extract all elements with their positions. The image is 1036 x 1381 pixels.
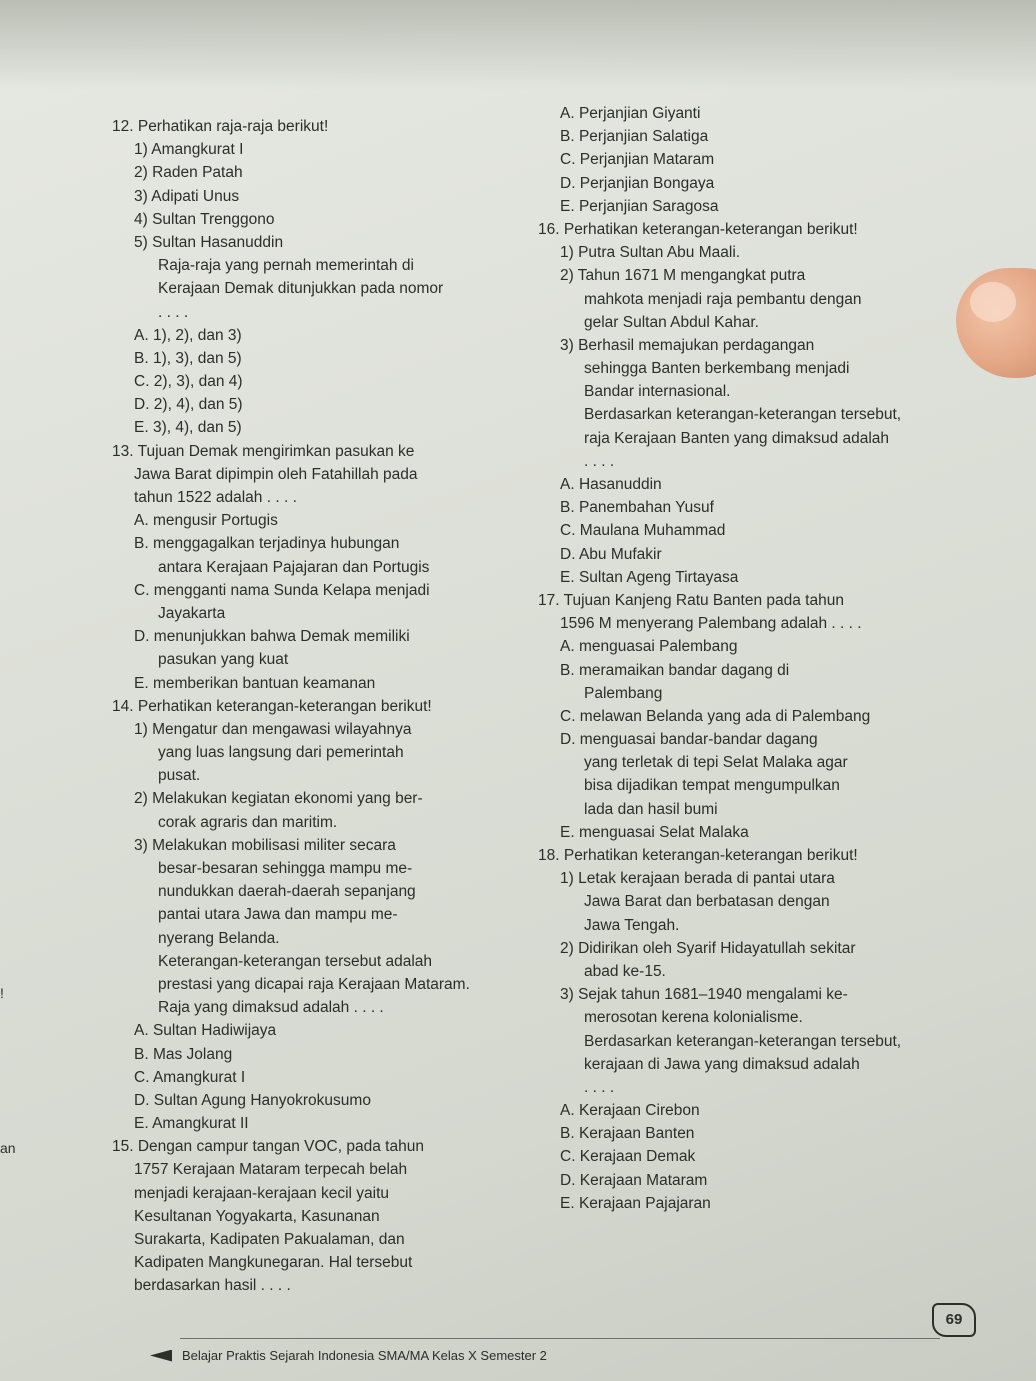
right_col-line: 17. Tujuan Kanjeng Ratu Banten pada tahun xyxy=(538,591,844,609)
right_col-line: lada dan hasil bumi xyxy=(584,800,718,818)
right_col-line: A. Kerajaan Cirebon xyxy=(560,1102,700,1120)
left_col-line: pasukan yang kuat xyxy=(158,651,289,669)
right_col-line: B. Perjanjian Salatiga xyxy=(560,128,709,146)
left_col-line: C. Amangkurat I xyxy=(134,1068,246,1086)
left_col-line: D. menunjukkan bahwa Demak memiliki xyxy=(134,628,410,646)
left_col-line: corak agraris dan maritim. xyxy=(158,813,338,831)
right_col-line: raja Kerajaan Banten yang dimaksud adalah xyxy=(584,429,890,447)
left_col-line: 1) Mengatur dan mengawasi wilayahnya xyxy=(134,720,412,738)
fingernail xyxy=(970,282,1016,322)
left_col-line: nundukkan daerah-daerah sepanjang xyxy=(158,883,416,901)
left_col-line: Jawa Barat dipimpin oleh Fatahillah pada xyxy=(134,465,418,483)
left_col-line: Surakarta, Kadipaten Pakualaman, dan xyxy=(134,1231,405,1248)
right_col-line: merosotan kerena kolonialisme. xyxy=(584,1009,803,1027)
right_col-line: C. Perjanjian Mataram xyxy=(560,151,715,169)
left_col-line: 3) Adipati Unus xyxy=(134,187,240,205)
right_col-line: 18. Perhatikan keterangan-keterangan berikut! xyxy=(538,847,858,864)
left_col-line: E. memberikan bantuan keamanan xyxy=(134,674,376,692)
left_col-line: B. Mas Jolang xyxy=(134,1045,233,1063)
right_col-line: E. Sultan Ageng Tirtayasa xyxy=(560,568,739,586)
right_col-line: D. menguasai bandar-bandar dagang xyxy=(560,731,818,749)
left_col-line: 12. Perhatikan raja-raja berikut! xyxy=(112,118,329,135)
left_col-line: pantai utara Jawa dan mampu me- xyxy=(158,906,398,924)
left_col-line: C. 2), 3), dan 4) xyxy=(134,373,243,391)
left_col-line: 15. Dengan campur tangan VOC, pada tahun xyxy=(112,1138,424,1156)
left_col-line: B. 1), 3), dan 5) xyxy=(134,349,242,367)
right_col-line: D. Perjanjian Bongaya xyxy=(560,174,715,192)
left_col-line: Kerajaan Demak ditunjukkan pada nomor xyxy=(158,280,444,298)
right_col-line: Berdasarkan keterangan-keterangan tersebut, xyxy=(584,406,902,424)
right_col-line: C. Kerajaan Demak xyxy=(560,1148,696,1166)
left_col-line: nyerang Belanda. xyxy=(158,929,280,947)
left_col-line: 2) Melakukan kegiatan ekonomi yang ber- xyxy=(134,790,423,808)
right_col-line: 16. Perhatikan keterangan-keterangan berikut! xyxy=(538,220,858,238)
right_col-line: B. meramaikan bandar dagang di xyxy=(560,661,790,679)
right_col-line: Jawa Tengah. xyxy=(584,916,680,934)
right_col-line: kerajaan di Jawa yang dimaksud adalah xyxy=(584,1055,860,1073)
left_col-line: menjadi kerajaan-kerajaan kecil yaitu xyxy=(134,1184,390,1202)
right_col-line: Berdasarkan keterangan-keterangan tersebut, xyxy=(584,1032,902,1050)
left_col-line: Raja yang dimaksud adalah . . . . xyxy=(158,999,384,1017)
right_col-line: D. Abu Mufakir xyxy=(560,545,662,563)
right_col-line: B. Panembahan Yusuf xyxy=(560,499,714,517)
page-shadow xyxy=(0,0,1036,90)
left_col-line: E. Amangkurat II xyxy=(134,1115,249,1133)
right_col-line: E. menguasai Selat Malaka xyxy=(560,823,749,841)
footer xyxy=(150,1348,547,1363)
right_col-line: A. Hasanuddin xyxy=(560,476,662,493)
right-column xyxy=(538,103,968,1216)
left_col-line: 5) Sultan Hasanuddin xyxy=(134,233,284,251)
right_col-line: . . . . xyxy=(584,1078,615,1096)
left_col-line: 1) Amangkurat I xyxy=(134,141,244,159)
left_col-line: 4) Sultan Trenggono xyxy=(134,210,275,228)
left_col-line: pusat. xyxy=(158,767,201,785)
right_col-line: . . . . xyxy=(584,452,615,470)
left_col-line: A. Sultan Hadiwijaya xyxy=(134,1022,277,1040)
footer-rule xyxy=(180,1338,940,1339)
right_col-line: 2) Tahun 1671 M mengangkat putra xyxy=(560,267,806,285)
right_col-line: D. Kerajaan Mataram xyxy=(560,1171,708,1189)
right_col-line: C. melawan Belanda yang ada di Palembang xyxy=(560,707,871,725)
right_col-line: Jawa Barat dan berbatasan dengan xyxy=(584,893,830,911)
left_col-line: Kadipaten Mangkunegaran. Hal tersebut xyxy=(134,1254,413,1272)
right_col-line: E. Perjanjian Saragosa xyxy=(560,197,719,215)
left_col-line: prestasi yang dicapai raja Kerajaan Mataram. xyxy=(158,975,470,993)
footer-arrow-icon xyxy=(150,1350,172,1362)
left_col-line: Raja-raja yang pernah memerintah di xyxy=(158,257,414,275)
right_col-line: 3) Berhasil memajukan perdagangan xyxy=(560,336,815,354)
side-mark-exclaim: ! xyxy=(0,985,4,1001)
left_col-line: antara Kerajaan Pajajaran dan Portugis xyxy=(158,558,430,576)
side-mark-an: an xyxy=(0,1140,16,1156)
right_col-line: E. Kerajaan Pajajaran xyxy=(560,1194,711,1212)
left_col-line: 14. Perhatikan keterangan-keterangan berikut! xyxy=(112,697,432,715)
left_col-line: besar-besaran sehingga mampu me- xyxy=(158,860,413,877)
right_col-line: 1) Putra Sultan Abu Maali. xyxy=(560,244,741,262)
right_col-line: B. Kerajaan Banten xyxy=(560,1125,695,1143)
right_col-line: sehingga Banten berkembang menjadi xyxy=(584,360,850,378)
right_col-line: 1) Letak kerajaan berada di pantai utara xyxy=(560,870,835,888)
left_col-line: A. 1), 2), dan 3) xyxy=(134,326,242,344)
right_col-line: 1596 M menyerang Palembang adalah . . . . xyxy=(560,615,862,633)
left-column xyxy=(112,116,552,1299)
left_col-line: 1757 Kerajaan Mataram terpecah belah xyxy=(134,1161,408,1179)
left_col-line: D. 2), 4), dan 5) xyxy=(134,396,243,414)
right_col-line: bisa dijadikan tempat mengumpulkan xyxy=(584,777,840,795)
left_col-line: tahun 1522 adalah . . . . xyxy=(134,489,297,506)
left_col-line: 13. Tujuan Demak mengirimkan pasukan ke xyxy=(112,442,415,460)
left_col-line: Jayakarta xyxy=(158,604,226,622)
left_col-line: C. mengganti nama Sunda Kelapa menjadi xyxy=(134,581,430,599)
left_col-line: Keterangan-keterangan tersebut adalah xyxy=(158,952,433,970)
book-title: Belajar Praktis Sejarah Indonesia SMA/MA Kelas X Semester 2 xyxy=(182,1348,547,1363)
right_col-line: C. Maulana Muhammad xyxy=(560,522,726,540)
left_col-line: E. 3), 4), dan 5) xyxy=(134,419,242,437)
right_col-line: gelar Sultan Abdul Kahar. xyxy=(584,313,759,331)
left_col-line: yang luas langsung dari pemerintah xyxy=(158,744,404,762)
right_col-line: Palembang xyxy=(584,684,663,702)
right_col-line: 2) Didirikan oleh Syarif Hidayatullah sekitar xyxy=(560,939,856,957)
left_col-line: 2) Raden Patah xyxy=(134,164,243,182)
page-number: 69 xyxy=(932,1303,976,1337)
left_col-line: Kesultanan Yogyakarta, Kasunanan xyxy=(134,1207,380,1225)
right_col-line: A. menguasai Palembang xyxy=(560,638,738,656)
left_col-line: A. mengusir Portugis xyxy=(134,512,278,530)
right_col-line: 3) Sejak tahun 1681–1940 mengalami ke- xyxy=(560,986,848,1004)
right_col-line: Bandar internasional. xyxy=(584,383,731,401)
left_col-line: . . . . xyxy=(158,303,189,321)
right_col-line: mahkota menjadi raja pembantu dengan xyxy=(584,290,862,308)
left_col-line: berdasarkan hasil . . . . xyxy=(134,1277,291,1295)
right_col-line: yang terletak di tepi Selat Malaka agar xyxy=(584,754,848,772)
right_col-line: abad ke-15. xyxy=(584,962,666,980)
left_col-line: 3) Melakukan mobilisasi militer secara xyxy=(134,836,396,854)
left_col-line: D. Sultan Agung Hanyokrokusumo xyxy=(134,1091,371,1109)
left_col-line: B. menggagalkan terjadinya hubungan xyxy=(134,535,400,553)
right_col-line: A. Perjanjian Giyanti xyxy=(560,105,701,122)
